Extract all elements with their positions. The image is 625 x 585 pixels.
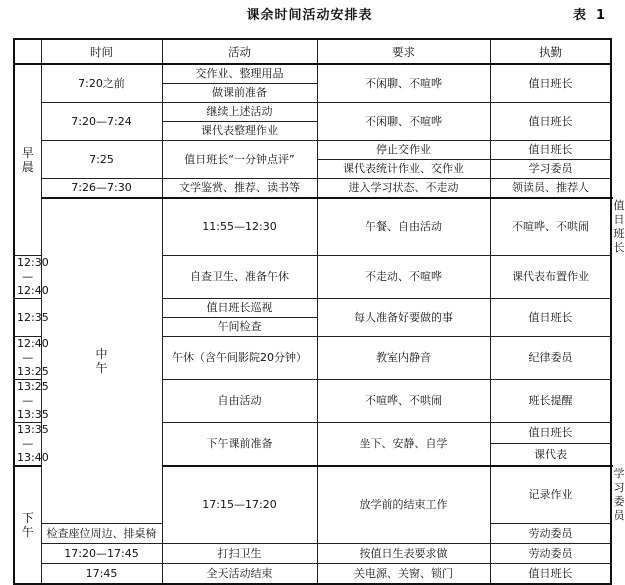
activity-cell: 午餐、自由活动 bbox=[317, 198, 490, 256]
table-row bbox=[14, 544, 611, 564]
time-cell: 7:20之前 bbox=[41, 64, 162, 103]
period-noon bbox=[41, 198, 162, 524]
duty-cell: 劳动委员 bbox=[490, 544, 611, 564]
requirement-cell: 记录作业 bbox=[490, 466, 611, 524]
duty-cell: 课代表布置作业 bbox=[490, 256, 611, 299]
period-noon-char-1: 中 bbox=[95, 347, 108, 361]
activity-cell: 自由活动 bbox=[162, 380, 317, 423]
header-time: 时间 bbox=[41, 39, 162, 64]
activity-cell: 值日班长“一分钟点评” bbox=[162, 141, 317, 179]
requirement-cell: 不闲聊、不喧哗 bbox=[317, 103, 490, 141]
period-noon-char-2: 午 bbox=[95, 361, 108, 375]
table-tag-number: 1 bbox=[595, 8, 605, 23]
requirement-cell: 不闲聊、不喧哗 bbox=[317, 64, 490, 103]
table-row: 中 午 11:55—12:30 午餐、自由活动 不喧哗、不哄闹 值日班长 bbox=[14, 198, 611, 256]
duty-cell: 值日班长 bbox=[490, 564, 611, 585]
table-row bbox=[14, 179, 611, 199]
time-cell: 12:35 bbox=[14, 299, 41, 337]
duty-cell: 领读员、推荐人 bbox=[490, 179, 611, 199]
period-morning-char-1: 早 bbox=[21, 146, 34, 160]
time-cell: 12:30—12:40 bbox=[14, 256, 41, 299]
activity-cell: 做课前准备 bbox=[162, 84, 317, 103]
duty-cell: 值日班长 bbox=[490, 299, 611, 337]
duty-cell: 值日班长 bbox=[490, 423, 611, 444]
activity-cell: 交作业、整理用品 bbox=[162, 64, 317, 84]
activity-cell: 午休（含午间影院20分钟） bbox=[162, 337, 317, 380]
duty-cell: 值日班长 bbox=[490, 64, 611, 103]
requirement-cell: 不喧哗、不哄闹 bbox=[490, 198, 611, 256]
requirement-cell: 停止交作业 bbox=[317, 141, 490, 160]
header-requirement: 要求 bbox=[317, 39, 490, 64]
requirement-cell: 不走动、不喧哗 bbox=[317, 256, 490, 299]
header-blank bbox=[14, 39, 41, 64]
table-number-label bbox=[563, 4, 605, 23]
activity-cell: 全天活动结束 bbox=[162, 564, 317, 585]
activity-cell: 下午课前准备 bbox=[162, 423, 317, 467]
activity-cell: 放学前的结束工作 bbox=[317, 466, 490, 544]
duty-cell: 劳动委员 bbox=[490, 524, 611, 544]
duty-cell: 学习委员 bbox=[490, 160, 611, 179]
requirement-cell: 不喧哗、不哄闹 bbox=[317, 380, 490, 423]
requirement-cell: 检查座位周边、排桌椅 bbox=[41, 524, 162, 544]
time-cell: 17:45 bbox=[41, 564, 162, 585]
requirement-cell: 课代表统计作业、交作业 bbox=[317, 160, 490, 179]
duty-cell: 值日班长 bbox=[490, 103, 611, 141]
time-cell: 11:55—12:30 bbox=[162, 198, 317, 256]
table-tag-label: 表 bbox=[572, 8, 586, 23]
header-duty: 执勤 bbox=[490, 39, 611, 64]
requirement-cell: 每人准备好要做的事 bbox=[317, 299, 490, 337]
requirement-cell: 按值日生表要求做 bbox=[317, 544, 490, 564]
activity-cell: 自查卫生、准备午休 bbox=[162, 256, 317, 299]
requirement-cell: 进入学习状态、不走动 bbox=[317, 179, 490, 199]
table-row: 下 午 17:15—17:20 放学前的结束工作 记录作业 学习委员 bbox=[14, 466, 611, 524]
requirement-cell: 教室内静音 bbox=[317, 337, 490, 380]
period-afternoon-char-1: 下 bbox=[21, 511, 34, 525]
time-cell: 7:25 bbox=[41, 141, 162, 179]
period-morning bbox=[14, 64, 41, 256]
time-cell: 7:20—7:24 bbox=[41, 103, 162, 141]
duty-cell: 班长提醒 bbox=[490, 380, 611, 423]
duty-cell: 课代表 bbox=[490, 444, 611, 466]
requirement-cell: 坐下、安静、自学 bbox=[317, 423, 490, 467]
activity-cell: 值日班长巡视 bbox=[162, 299, 317, 318]
time-cell: 7:26—7:30 bbox=[41, 179, 162, 199]
table-row bbox=[14, 564, 611, 585]
header-activity: 活动 bbox=[162, 39, 317, 64]
table-row bbox=[14, 141, 611, 160]
period-afternoon bbox=[14, 466, 41, 584]
activity-cell: 午间检查 bbox=[162, 318, 317, 337]
table-row bbox=[14, 64, 611, 84]
time-cell: 17:15—17:20 bbox=[162, 466, 317, 544]
time-cell: 17:20—17:45 bbox=[41, 544, 162, 564]
activity-cell: 文学鉴赏、推荐、读书等 bbox=[162, 179, 317, 199]
header-row bbox=[14, 39, 611, 64]
time-cell: 13:35—13:40 bbox=[14, 423, 41, 467]
period-morning-char-2: 晨 bbox=[21, 160, 34, 174]
activity-cell: 课代表整理作业 bbox=[162, 122, 317, 141]
activity-cell: 继续上述活动 bbox=[162, 103, 317, 122]
schedule-table bbox=[13, 38, 625, 585]
time-cell: 12:40—13:25 bbox=[14, 337, 41, 380]
duty-cell: 值日班长 bbox=[490, 141, 611, 160]
activity-cell: 打扫卫生 bbox=[162, 544, 317, 564]
time-cell: 13:25—13:35 bbox=[14, 380, 41, 423]
duty-cell: 纪律委员 bbox=[490, 337, 611, 380]
period-afternoon-char-2: 午 bbox=[21, 525, 34, 539]
table-row bbox=[14, 103, 611, 122]
requirement-cell: 关电源、关窗、锁门 bbox=[317, 564, 490, 585]
table-title: 课余时间活动安排表 bbox=[246, 8, 373, 23]
